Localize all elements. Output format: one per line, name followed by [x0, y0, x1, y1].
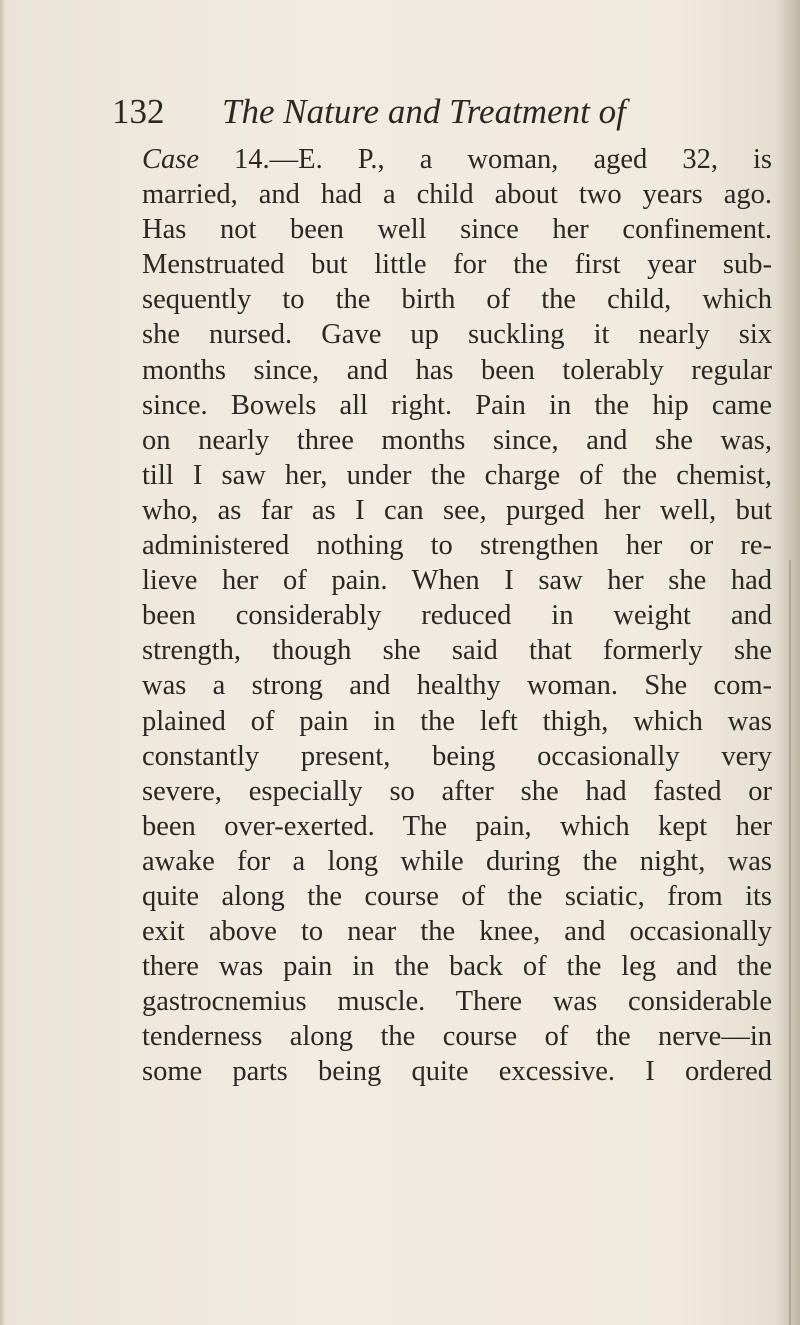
page-number: 132 [112, 92, 165, 131]
text-line: awake for a long while during the night, was [142, 845, 772, 877]
text-line: on nearly three months since, and she was, [142, 424, 772, 456]
text-line: she nursed. Gave up suckling it nearly six [142, 319, 772, 351]
text-line: sequently to the birth of the child, which [142, 284, 772, 316]
text-line: lieve her of pain. When I saw her she had [142, 565, 772, 597]
text-line: been over-exerted. The pain, which kept her [142, 810, 772, 842]
text-line: some parts being quite excessive. I ordered [142, 1056, 772, 1088]
text-line: months since, and has been tolerably regular [142, 354, 772, 386]
body-paragraph [142, 142, 772, 1090]
text-line: plained of pain in the left thigh, which was [142, 705, 772, 737]
text-line [142, 142, 772, 177]
text-line: till I saw her, under the charge of the chemist, [142, 459, 772, 491]
running-header [112, 90, 672, 134]
text-line: since. Bowels all right. Pain in the hip came [142, 389, 772, 421]
text-line: constantly present, being occasionally very [142, 740, 772, 772]
text-line: tenderness along the course of the nerve—in [142, 1021, 772, 1053]
case-label: Case [142, 144, 199, 175]
text-line: who, as far as I can see, purged her well, but [142, 494, 772, 526]
page-left-edge [0, 0, 6, 1325]
text-line: was a strong and healthy woman. She com- [142, 670, 772, 702]
text-line: strength, though she said that formerly she [142, 635, 772, 667]
text-line: been considerably reduced in weight and [142, 600, 772, 632]
text-line: severe, especially so after she had fasted or [142, 775, 772, 807]
text-line: gastrocnemius muscle. There was considerable [142, 986, 772, 1018]
running-title: The Nature and Treatment of [222, 92, 626, 131]
page-edge-line [789, 560, 791, 1325]
text-line: Menstruated but little for the first year sub- [142, 249, 772, 281]
text-line: married, and had a child about two years ago. [142, 179, 772, 211]
text-line: administered nothing to strengthen her or re- [142, 530, 772, 562]
text-line: quite along the course of the sciatic, from its [142, 880, 772, 912]
text-line: exit above to near the knee, and occasionally [142, 916, 772, 948]
text-line: Has not been well since her confinement. [142, 214, 772, 246]
first-line-text: 14.—E. P., a woman, aged 32, is [199, 144, 772, 175]
text-line: there was pain in the back of the leg and the [142, 951, 772, 983]
